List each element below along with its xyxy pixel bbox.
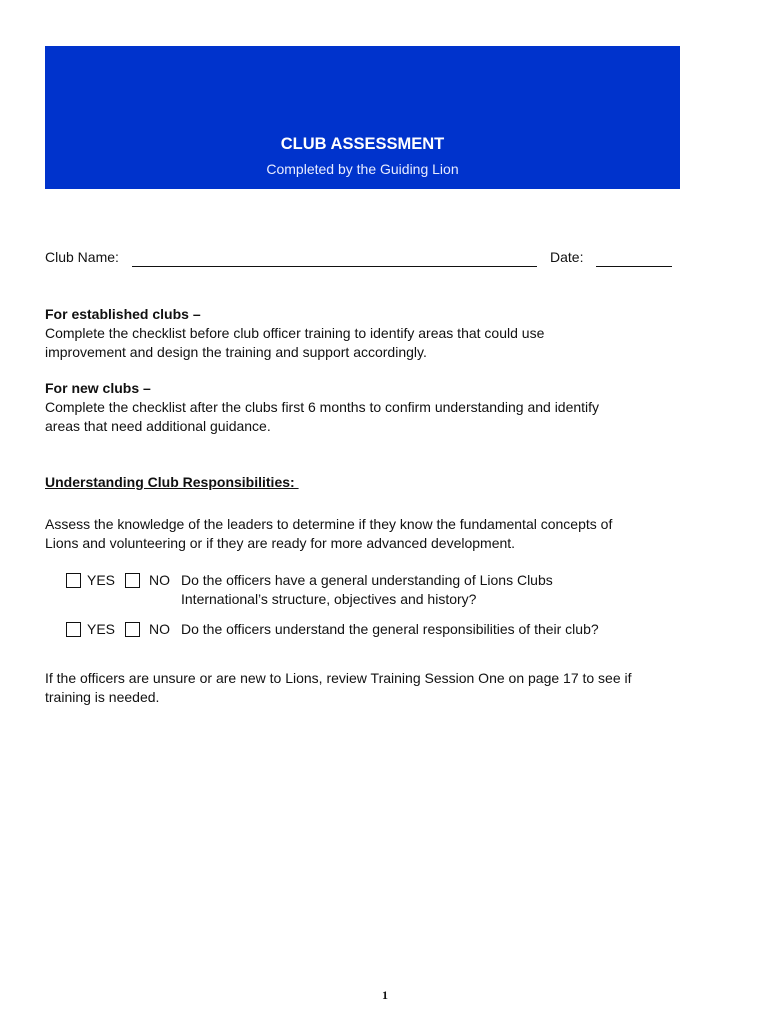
page-number: 1 [382,988,388,1002]
date-field[interactable] [596,266,672,267]
checklist-question [181,571,686,609]
no-label: NO [149,572,170,588]
yes-label: YES [87,621,116,637]
established-clubs-line-1: Complete the checklist before club officer training to identify areas that could use [45,325,545,341]
question-line-1: Do the officers understand the general responsibilities of their club? [181,621,599,637]
footer-note-line-1: If the officers are unsure or are new to Lions, review Training Session One on page 17 to see if [45,670,632,686]
no-checkbox[interactable] [125,622,140,637]
established-clubs-block [45,305,685,362]
yes-checkbox[interactable] [66,622,81,637]
club-name-label: Club Name: [45,249,119,265]
yes-label: YES [87,572,116,588]
new-clubs-heading: For new clubs – [45,380,151,396]
club-name-field[interactable] [132,266,537,267]
form-fields-row [45,249,675,269]
question-line-2: International’s structure, objectives and history? [181,591,477,607]
established-clubs-line-2: improvement and design the training and support accordingly. [45,344,427,360]
date-label: Date: [550,249,584,265]
question-line-1: Do the officers have a general understanding of Lions Clubs [181,572,553,588]
section-intro-line-2: Lions and volunteering or if they are ready for more advanced development. [45,535,516,551]
header-banner [45,46,680,189]
yes-checkbox[interactable] [66,573,81,588]
section-heading: Understanding Club Responsibilities: [45,474,299,490]
no-checkbox[interactable] [125,573,140,588]
checklist-question [181,620,686,639]
section-intro [45,515,685,553]
page-subtitle: Completed by the Guiding Lion [266,161,459,177]
page-title: CLUB ASSESSMENT [280,135,445,153]
no-label: NO [149,621,170,637]
footer-note [45,669,685,707]
new-clubs-line-2: areas that need additional guidance. [45,418,271,434]
section-intro-line-1: Assess the knowledge of the leaders to determine if they know the fundamental concepts of [45,516,613,532]
new-clubs-line-1: Complete the checklist after the clubs first 6 months to confirm understanding and identify [45,399,600,415]
established-clubs-heading: For established clubs – [45,306,201,322]
footer-note-line-2: training is needed. [45,689,160,705]
new-clubs-block [45,379,685,436]
